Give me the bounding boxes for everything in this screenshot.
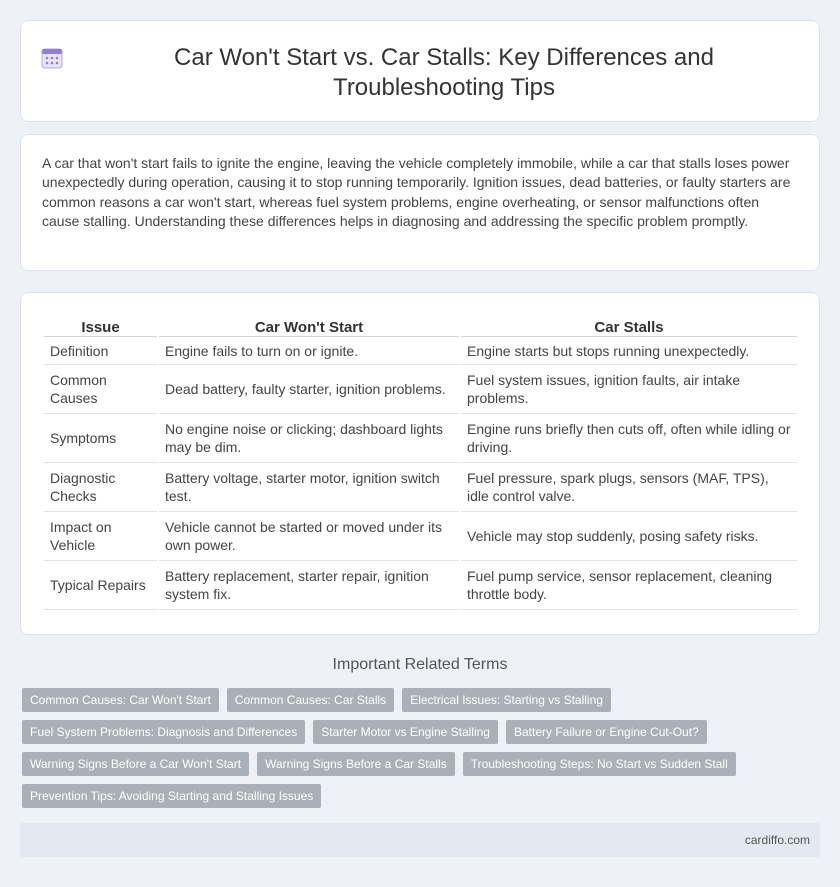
stalls-cell: Fuel pump service, sensor replacement, cleaning throttle body. (461, 561, 797, 610)
row-label: Definition (44, 337, 157, 365)
row-label: Typical Repairs (44, 561, 157, 610)
row-label: Impact on Vehicle (44, 512, 157, 561)
row-label: Common Causes (44, 365, 157, 414)
table-header-row (44, 315, 797, 337)
header-card (20, 20, 820, 122)
stalls-cell: Engine starts but stops running unexpectedly. (461, 337, 797, 365)
table-row (44, 414, 797, 463)
intro-paragraph: A car that won't start fails to ignite the engine, leaving the vehicle completely immobile, while a car that stalls loses power unexpectedly during operation, causing it to stop running temporarily. Ignition issues, dead batteries, or faulty starters are common reasons a car won't start, whereas fuel system problems, engine overheating, or sensor malfunctions often cause stalling. Understanding these differences helps in diagnosing and addressing the specific problem promptly. (42, 155, 791, 230)
related-terms-title: Important Related Terms (332, 656, 508, 673)
column-header-wont-start: Car Won't Start (159, 315, 459, 337)
footer-site-link[interactable]: cardiffo.com (744, 833, 810, 847)
wont-start-cell: Battery voltage, starter motor, ignition switch test. (159, 463, 459, 512)
related-term-tag[interactable]: Prevention Tips: Avoiding Starting and Stalling Issues (22, 784, 321, 808)
related-terms-tags (22, 688, 812, 816)
table-row (44, 337, 797, 365)
column-header-issue: Issue (44, 315, 157, 337)
related-term-tag[interactable]: Fuel System Problems: Diagnosis and Differences (22, 720, 305, 744)
related-term-tag[interactable]: Troubleshooting Steps: No Start vs Sudden Stall (463, 752, 736, 776)
stalls-cell: Fuel system issues, ignition faults, air intake problems. (461, 365, 797, 414)
related-term-tag[interactable]: Battery Failure or Engine Cut-Out? (506, 720, 707, 744)
stalls-cell: Vehicle may stop suddenly, posing safety risks. (461, 512, 797, 561)
wont-start-cell: Battery replacement, starter repair, ignition system fix. (159, 561, 459, 610)
related-term-tag[interactable]: Warning Signs Before a Car Won't Start (22, 752, 249, 776)
comparison-table (42, 315, 799, 610)
stalls-cell: Fuel pressure, spark plugs, sensors (MAF, TPS), idle control valve. (461, 463, 797, 512)
wont-start-cell: No engine noise or clicking; dashboard lights may be dim. (159, 414, 459, 463)
wont-start-cell: Engine fails to turn on or ignite. (159, 337, 459, 365)
table-row (44, 365, 797, 414)
wont-start-cell: Dead battery, faulty starter, ignition problems. (159, 365, 459, 414)
related-term-tag[interactable]: Starter Motor vs Engine Stalling (313, 720, 498, 744)
title-row (21, 21, 819, 103)
row-label: Symptoms (44, 414, 157, 463)
table-row (44, 512, 797, 561)
table-row (44, 561, 797, 610)
stalls-cell: Engine runs briefly then cuts off, often while idling or driving. (461, 414, 797, 463)
row-label: Diagnostic Checks (44, 463, 157, 512)
calendar-icon (41, 47, 63, 69)
wont-start-cell: Vehicle cannot be started or moved under its own power. (159, 512, 459, 561)
table-row (44, 463, 797, 512)
related-term-tag[interactable]: Common Causes: Car Stalls (227, 688, 394, 712)
related-term-tag[interactable]: Warning Signs Before a Car Stalls (257, 752, 455, 776)
page-title: Car Won't Start vs. Car Stalls: Key Differences and Troubleshooting Tips (174, 44, 714, 101)
related-term-tag[interactable]: Electrical Issues: Starting vs Stalling (402, 688, 611, 712)
footer (20, 823, 820, 857)
intro-card (20, 134, 820, 271)
comparison-table-card (20, 292, 820, 635)
column-header-stalls: Car Stalls (461, 315, 797, 337)
related-term-tag[interactable]: Common Causes: Car Won't Start (22, 688, 219, 712)
